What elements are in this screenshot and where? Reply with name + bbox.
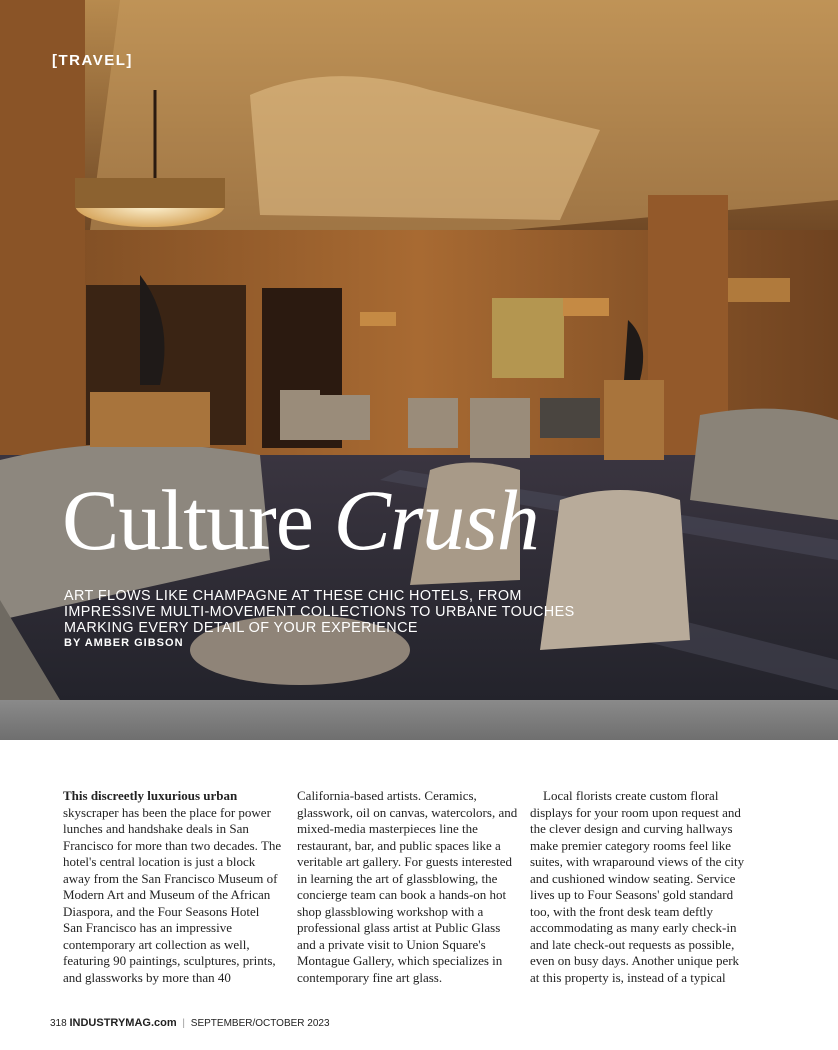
article-title xyxy=(62,470,539,570)
body-line: mixed-media masterpieces line the xyxy=(297,821,478,836)
body-line: Local florists create custom floral xyxy=(530,788,719,803)
dek-line: IMPRESSIVE MULTI-MOVEMENT COLLECTIONS TO URBANE TOUCHES xyxy=(64,604,575,620)
photo-bottom-band xyxy=(0,700,838,740)
page-number: 318 xyxy=(50,1018,67,1029)
page-footer xyxy=(50,1017,330,1029)
body-line: glasswork, oil on canvas, watercolors, and xyxy=(297,804,518,820)
body-line: shop glassblowing workshop with a xyxy=(297,903,484,919)
body-line: and late check-out requests as possible, xyxy=(530,936,735,952)
body-line: California-based artists. Ceramics, xyxy=(297,788,477,803)
body-line: contemporary art collection as well, xyxy=(63,936,250,952)
site-link[interactable]: INDUSTRYMAG.com xyxy=(69,1017,177,1029)
body-column-1 xyxy=(63,788,283,986)
title-regular: Culture xyxy=(62,472,334,568)
section-tag: [TRAVEL] xyxy=(52,52,133,69)
body-line: in learning the art of glassblowing, the xyxy=(297,870,498,886)
body-line: skyscraper has been the place for power xyxy=(63,804,271,820)
dek-line: ART FLOWS LIKE CHAMPAGNE AT THESE CHIC HOTELS, FROM xyxy=(64,588,522,604)
body-line: at this property is, instead of a typical xyxy=(530,969,726,985)
pedestal xyxy=(604,380,664,460)
body-line: accommodating as many early check-in xyxy=(530,920,737,935)
body-line: suites, with wraparound views of the city xyxy=(530,854,745,869)
body-line: Modern Art and Museum of the African xyxy=(63,887,271,902)
article-dek xyxy=(64,588,624,636)
body-line: and a private visit to Union Square's xyxy=(297,936,486,952)
body-line: professional glass artist at Public Glass xyxy=(297,920,501,935)
body-column-3 xyxy=(530,788,750,986)
dek-line: MARKING EVERY DETAIL OF YOUR EXPERIENCE xyxy=(64,620,418,636)
body-line: the clever design and curving hallways xyxy=(530,821,733,836)
body-line: lunches and handshake deals in San xyxy=(63,821,249,836)
body-line: and glassworks by more than 40 xyxy=(63,969,231,985)
wood-column-left xyxy=(0,0,85,460)
body-line: restaurant, bar, and public spaces like a xyxy=(297,837,501,853)
body-line: contemporary fine art glass. xyxy=(297,969,443,985)
body-line: displays for your room upon request and xyxy=(530,804,741,820)
body-line: and cushioned window seating. Service xyxy=(530,870,736,886)
body-column-2 xyxy=(297,788,517,986)
body-line: Diaspora, and the Four Seasons Hotel xyxy=(63,903,260,919)
issue-date: SEPTEMBER/OCTOBER 2023 xyxy=(190,1018,330,1029)
body-line: concierge team can book a hands-on hot xyxy=(297,887,507,902)
lead-in: This discreetly luxurious urban xyxy=(63,788,238,803)
byline: BY AMBER GIBSON xyxy=(64,637,184,649)
body-line: featuring 90 paintings, sculptures, prints, xyxy=(63,953,276,968)
pendant-lamp-right xyxy=(728,278,790,302)
wall-artwork xyxy=(492,298,564,378)
body-line: too, with the front desk team deftly xyxy=(530,903,714,919)
body-line: hotel's central location is just a block xyxy=(63,854,256,869)
body-line: Montague Gallery, which specializes in xyxy=(297,953,503,968)
body-line: even on busy days. Another unique perk xyxy=(530,953,740,968)
footer-separator: | xyxy=(182,1018,186,1029)
body-line: Francisco for more than two decades. The xyxy=(63,837,282,853)
body-line: away from the San Francisco Museum of xyxy=(63,870,278,886)
title-italic: Crush xyxy=(333,472,539,568)
body-line: San Francisco has an impressive xyxy=(63,920,232,935)
body-line: lives up to Four Seasons' gold standard xyxy=(530,887,734,902)
body-line: veritable art gallery. For guests interested xyxy=(297,854,513,869)
body-line: make premier category rooms feel like xyxy=(530,837,732,853)
